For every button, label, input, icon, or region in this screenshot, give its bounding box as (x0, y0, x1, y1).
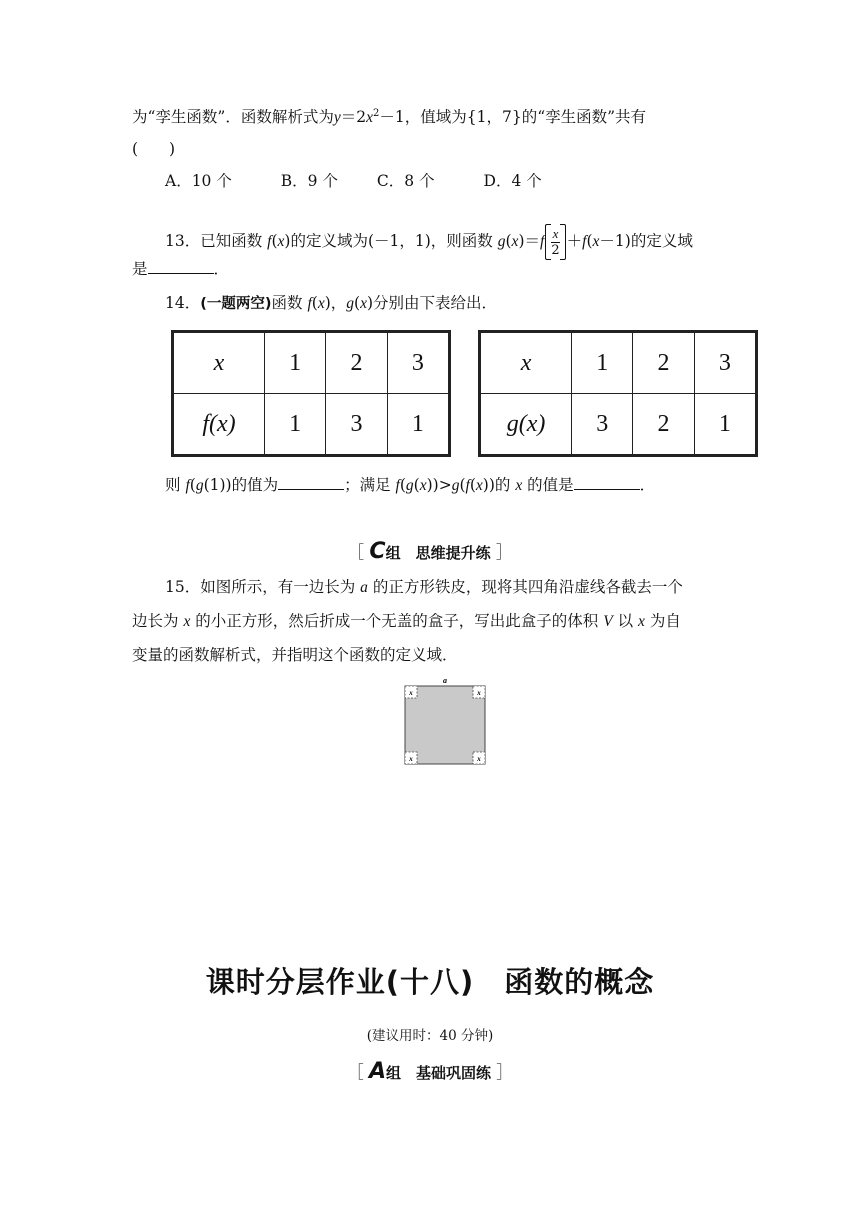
q14-number: 14． (165, 294, 201, 312)
corner-label-x: x (477, 755, 481, 763)
q14-ans-end: ． (639, 476, 656, 494)
bracket-right: ］ (496, 1063, 514, 1083)
var-g: g (497, 233, 506, 250)
option-d: D．4 个 (483, 172, 542, 190)
q14-answer-line: 则 f(g(1))的值为 ；满足 f(g(x))>g(f(x))的 x 的值是 ． (165, 476, 656, 494)
table-cell: 2 (633, 333, 694, 394)
var-x: x (317, 295, 325, 312)
q13-text-d: 的定义域 (630, 232, 693, 250)
table-row (174, 394, 449, 455)
corner-label-x: x (409, 755, 413, 763)
section-a-title: 组 基础巩固练 (386, 1064, 492, 1082)
var-f: f (582, 233, 587, 250)
section-letter-a: A (368, 1059, 386, 1084)
q12-eq: ＝2 (340, 108, 367, 126)
corner-label-x: x (477, 689, 481, 697)
q12-line1 (132, 106, 646, 129)
q13-line1: 13．已知函数 f(x)的定义域为(－1，1)，则函数 g(x)＝f $\frac{x}{2}$ ＋f(x－1)的定义域 (165, 226, 693, 258)
var-y: y (333, 109, 341, 126)
answer-blank (148, 259, 214, 274)
var-f: f (267, 233, 272, 250)
var-x: x (638, 613, 645, 630)
table-f-header-x: x (174, 333, 265, 394)
var-x: x (366, 109, 374, 126)
option-c: C．8 个 (376, 172, 435, 190)
answer-blank-1 (278, 475, 344, 490)
q12-text: 为“孪生函数”．函数解析式为 (132, 108, 334, 126)
q14-ans-d: 的 (494, 476, 516, 494)
table-row (481, 394, 756, 455)
q13-text-a: 13．已知函数 (165, 232, 268, 250)
var-x: x (511, 233, 519, 250)
q14-line1: 14．(一题两空)函数 f(x)，g(x)分别由下表给出． (165, 294, 498, 312)
fig-label-a: a (443, 676, 447, 685)
square-sheet-figure (404, 676, 486, 766)
section-c-header (0, 538, 860, 564)
q14-ans-b: 的值为 (231, 476, 279, 494)
var-x: x (592, 233, 600, 250)
q14-ans-c: ；满足 (344, 476, 396, 494)
q15-text-2d: 为自 (644, 612, 681, 630)
q15-line2 (132, 610, 681, 633)
q15-text-2a: 边长为 (132, 612, 184, 630)
table-row (481, 333, 756, 394)
q15-text-1: 15．如图所示，有一边长为 (165, 578, 361, 596)
q13-text-line2: 是 (132, 260, 148, 278)
q14-text-b: ， (330, 294, 347, 312)
q15-line3: 变量的函数解析式，并指明这个函数的定义域． (132, 646, 458, 664)
var-f: f (540, 233, 545, 250)
table-f-row-label: f(x) (174, 394, 265, 455)
table-cell: 1 (572, 333, 633, 394)
section-a-header (0, 1058, 860, 1084)
q12-paren: ( ) (132, 140, 176, 158)
table-cell: 1 (265, 333, 326, 394)
var-x: x (360, 295, 367, 312)
option-a: A．10 个 (165, 172, 232, 190)
fraction-x-over-2 (545, 224, 565, 260)
table-cell: 3 (694, 333, 755, 394)
table-g (480, 332, 756, 455)
q14-ans-e: 的值是 (522, 476, 574, 494)
q14-text-c: 分别由下表给出． (373, 294, 498, 312)
var-x: x (183, 613, 191, 630)
frac-num: x (552, 226, 559, 241)
q15-text-1b: 的正方形铁皮，现将其四角沿虚线各截去一个 (367, 578, 683, 596)
table-cell: 3 (387, 333, 448, 394)
q12-options (165, 170, 586, 192)
section-letter-c: C (369, 539, 386, 564)
q15-line1 (165, 576, 683, 599)
q12-text-end: －1，值域为{1，7}的“孪生函数”共有 (379, 108, 647, 126)
bracket-right: ］ (495, 543, 513, 563)
page-title: 课时分层作业(十八) 函数的概念 (205, 965, 655, 999)
suggested-time: (建议用时：40 分钟) (366, 1028, 494, 1044)
frac-den: 2 (551, 243, 560, 258)
q13-line2 (132, 258, 229, 280)
var-x: x (277, 233, 285, 250)
table-cell: 1 (694, 394, 755, 455)
bracket-left: ［ (347, 543, 365, 563)
option-b: B．9 个 (280, 172, 338, 190)
table-cell: 1 (387, 394, 448, 455)
table-cell: 1 (265, 394, 326, 455)
q13-eq: ＝ (524, 232, 541, 250)
var-g: g (346, 295, 355, 312)
q15-text-2c: 以 (612, 612, 639, 630)
q13-text-b: 的定义域为(－1，1)，则函数 (290, 232, 498, 250)
corner-label-x: x (409, 689, 413, 697)
table-cell: 3 (572, 394, 633, 455)
q15-text-2b: 的小正方形，然后折成一个无盖的盒子，写出此盒子的体积 (190, 612, 604, 630)
table-cell: 2 (326, 333, 387, 394)
table-row (174, 333, 449, 394)
var-a: a (360, 579, 368, 596)
answer-blank-2 (574, 475, 640, 490)
var-f: f (307, 295, 312, 312)
table-g-row-label: g(x) (481, 394, 572, 455)
table-cell: 3 (326, 394, 387, 455)
exponent: 2 (373, 107, 380, 119)
table-g-header-x: x (481, 333, 572, 394)
q14-text-a: 函数 (271, 294, 308, 312)
q13-plus: ＋ (566, 232, 583, 250)
var-v: V (603, 613, 613, 630)
table-f (173, 332, 449, 455)
table-cell: 2 (633, 394, 694, 455)
section-c-title: 组 思维提升练 (385, 544, 491, 562)
q14-ans-a: 则 (165, 476, 186, 494)
q14-tag: (一题两空) (200, 296, 272, 312)
q13-end: ． (213, 260, 230, 278)
bracket-left: ［ (346, 1063, 364, 1083)
